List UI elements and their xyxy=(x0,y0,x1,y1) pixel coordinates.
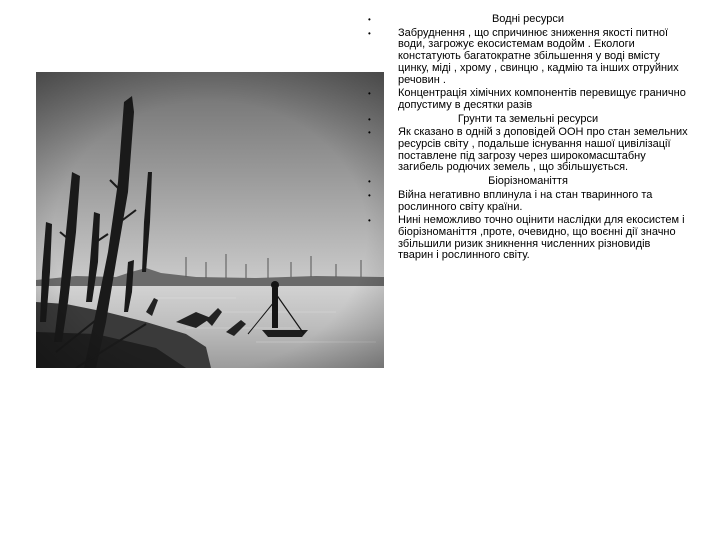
bullet-dot-icon: • xyxy=(368,28,371,38)
bullet-text: Нині неможливо точно оцінити наслідки для екосистем і біорізноманіття ,проте, очевидно, що воєнні дії значно збільшили ризик зникнення численних різновидів тварин і рослинного світу. xyxy=(398,214,685,262)
photo-drawing xyxy=(36,72,384,368)
section-heading: Біорізноманіття xyxy=(488,175,568,188)
bullet-dot-icon: • xyxy=(368,128,371,138)
bullet-item xyxy=(368,28,688,87)
bullet-text: Концентрація хімічних компонентів перевищує гранично допустиму в десятки разів xyxy=(398,87,686,111)
bullet-item xyxy=(368,14,688,26)
bullet-item xyxy=(368,114,688,126)
bullet-text: Війна негативно вплинула і на стан тваринного та рослинного світу країни. xyxy=(398,188,653,213)
bullet-item xyxy=(368,190,688,213)
bullet-text: Забруднення , що спричинює зниження якості питної води, загрожує екосистемам водойм . Екологи констатують багатократне збільшення у воді вмісту цинку, міді , хрому , свинцю , кадмію та інших отруйних речовин . xyxy=(398,26,679,86)
bullet-text: Як сказано в одній з доповідей ООН про стан земельних ресурсів світу , подальше існування нашої цивілізації поставлене під загрозу через широкомасштабну загибель родючих земель , що збільшується. xyxy=(398,126,688,174)
war-landscape-photo xyxy=(36,72,384,368)
bullet-list xyxy=(368,14,688,264)
bullet-dot-icon: • xyxy=(368,177,371,187)
bullet-dot-icon: • xyxy=(368,114,371,124)
bullet-item xyxy=(368,215,688,262)
bullet-item xyxy=(368,88,688,111)
section-heading: Водні ресурси xyxy=(491,13,565,25)
bullet-item xyxy=(368,127,688,174)
section-heading: Грунти та земельні ресурси xyxy=(457,112,599,125)
bullet-dot-icon: • xyxy=(368,15,371,24)
bullet-dot-icon: • xyxy=(368,190,371,200)
bullet-dot-icon: • xyxy=(368,216,371,226)
bullet-item xyxy=(368,176,688,188)
bullet-dot-icon: • xyxy=(368,89,371,99)
